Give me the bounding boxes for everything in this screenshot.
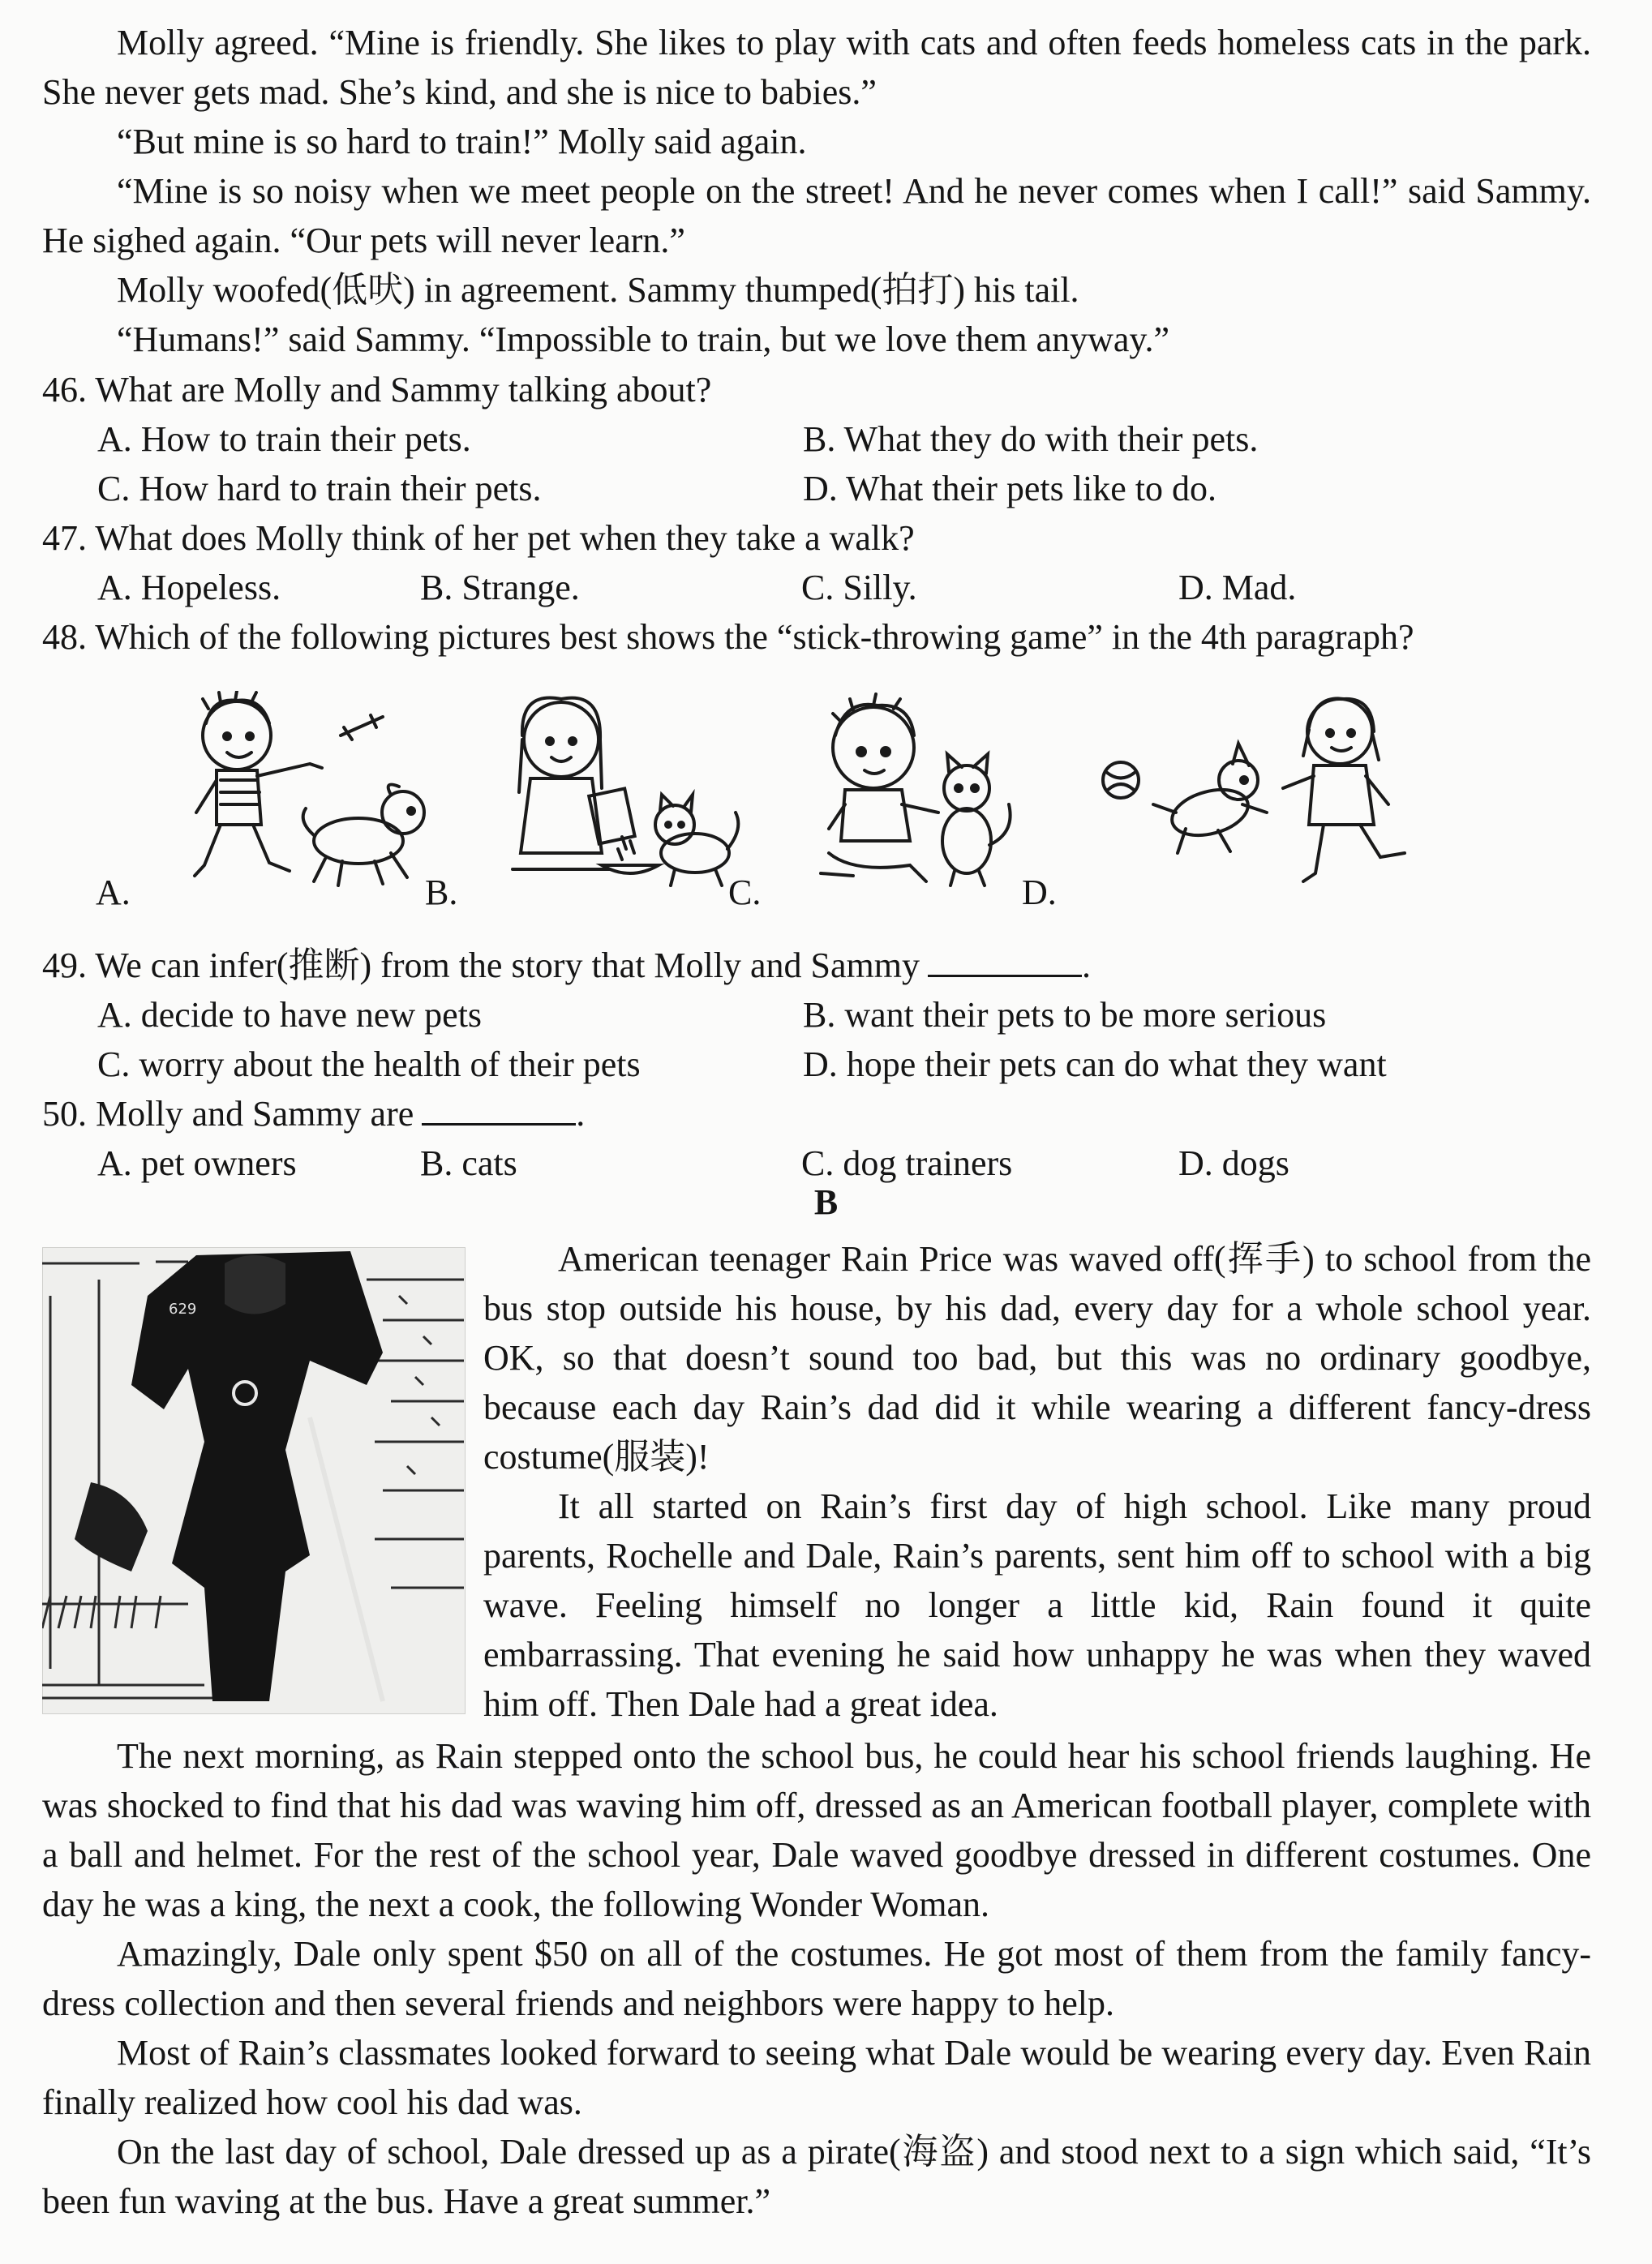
paragraph: On the last day of school, Dale dressed up as a pirate(海盗) and stood next to a sign which said, “It’s been fun waving at the bus. Have a great summer.” xyxy=(42,2132,1591,2221)
question-46-options-row2 xyxy=(42,464,1591,513)
passage-b-side xyxy=(483,1234,1591,1729)
questions-46-48 xyxy=(42,365,1591,662)
paragraph: It all started on Rain’s first day of high school. Like many proud parents, Rochelle and Dale, Rain’s parents, sent him off to school with a big wave. Feeling himself no longer a little kid, Rain found it quite embarrassing. That evening he said how unhappy he was when they waved him off. Then Dale had a great idea. xyxy=(483,1486,1591,1724)
picture-d-girl-throwing-ball-icon[interactable] xyxy=(1096,691,1421,894)
picture-label-b: B. xyxy=(425,873,458,912)
paragraph: American teenager Rain Price was waved off(挥手) to school from the bus stop outside his house, by his dad, every day for a whole school year. OK, so that doesn’t sound too bad, but this was no ordinary goodbye, because each day Rain’s dad did it while wearing a different fancy-dress costume(服装)! xyxy=(483,1239,1591,1477)
option-b[interactable]: B. want their pets to be more serious xyxy=(803,995,1327,1035)
paragraph: Amazingly, Dale only spent $50 on all of the costumes. He got most of them from the family fancy-dress collection and then several friends and neighbors were happy to help. xyxy=(42,1934,1591,2023)
question-50-text: 50. Molly and Sammy are xyxy=(42,1094,414,1134)
picture-label-a: A. xyxy=(96,873,131,912)
option-c[interactable]: C. worry about the health of their pets xyxy=(97,1044,641,1084)
option-b[interactable]: B. What they do with their pets. xyxy=(803,419,1259,459)
option-a[interactable]: A. Hopeless. xyxy=(97,568,281,607)
answer-blank[interactable] xyxy=(928,942,1082,977)
picture-label-c: C. xyxy=(728,873,762,912)
option-d[interactable]: D. Mad. xyxy=(1178,568,1297,607)
option-d[interactable]: D. dogs xyxy=(1178,1143,1289,1183)
option-b[interactable]: B. cats xyxy=(420,1143,517,1183)
photo-caption-number: 629 xyxy=(169,1301,197,1318)
paragraph: The next morning, as Rain stepped onto the school bus, he could hear his school friends laughing. He was shocked to find that his dad was waving him off, dressed as an American football player, complete with a ball and helmet. For the rest of the school year, Dale waved goodbye dressed in different costumes. One day he was a king, the next a cook, the following Wonder Woman. xyxy=(42,1736,1591,1924)
paragraph: “But mine is so hard to train!” Molly said again. xyxy=(117,122,807,161)
paragraph: Most of Rain’s classmates looked forward to seeing what Dale would be wearing every day. Even Rain finally realized how cool his dad was. xyxy=(42,2033,1591,2122)
paragraph: Molly agreed. “Mine is friendly. She likes to play with cats and often feeds homeless cats in the park. She never gets mad. She’s kind, and she is nice to babies.” xyxy=(42,23,1591,112)
question-46-stem: 46. What are Molly and Sammy talking about? xyxy=(42,370,712,409)
paragraph: “Humans!” said Sammy. “Impossible to train, but we love them anyway.” xyxy=(117,319,1170,359)
passage-a-end xyxy=(42,18,1591,364)
picture-a-boy-throwing-stick-icon[interactable] xyxy=(139,691,448,894)
picture-label-d: D. xyxy=(1022,873,1057,912)
option-b[interactable]: B. Strange. xyxy=(420,568,580,607)
question-48-stem: 48. Which of the following pictures best shows the “stick-throwing game” in the 4th paragraph? xyxy=(42,617,1414,657)
paragraph: Molly woofed(低吠) in agreement. Sammy thumped(拍打) his tail. xyxy=(117,270,1079,310)
question-49-text: 49. We can infer(推断) from the story that Molly and Sammy xyxy=(42,945,920,985)
option-d[interactable]: D. What their pets like to do. xyxy=(803,469,1216,508)
question-48-pictures xyxy=(42,691,1421,918)
question-47-stem: 47. What does Molly think of her pet when they take a walk? xyxy=(42,518,915,558)
answer-blank[interactable] xyxy=(422,1091,576,1126)
question-50-stem: 50. Molly and Sammy are . xyxy=(42,1089,1591,1138)
option-d[interactable]: D. hope their pets can do what they want xyxy=(803,1044,1387,1084)
question-49-stem: 49. We can infer(推断) from the story that Molly and Sammy . xyxy=(42,941,1591,990)
option-a[interactable]: A. decide to have new pets xyxy=(97,995,483,1035)
passage-b-full xyxy=(42,1731,1591,2226)
picture-c-boy-holding-cat-icon[interactable] xyxy=(796,691,1040,894)
option-c[interactable]: C. dog trainers xyxy=(801,1143,1013,1183)
paragraph: “Mine is so noisy when we meet people on the street! And he never comes when I call!” said Sammy. He sighed again. “Our pets will never learn.” xyxy=(42,171,1591,260)
option-c[interactable]: C. How hard to train their pets. xyxy=(97,469,542,508)
section-b-title: B xyxy=(813,1182,839,1222)
question-47-options xyxy=(42,563,1591,612)
question-46-options-row1 xyxy=(42,414,1591,464)
picture-b-girl-feeding-cat-icon[interactable] xyxy=(480,691,748,894)
question-49-options-row1 xyxy=(42,990,1591,1040)
option-a[interactable]: A. How to train their pets. xyxy=(97,419,471,459)
question-49-options-row2 xyxy=(42,1040,1591,1089)
option-a[interactable]: A. pet owners xyxy=(97,1143,297,1183)
questions-49-50 xyxy=(42,941,1591,1188)
photo-dad-in-pirate-costume xyxy=(42,1247,466,1714)
option-c[interactable]: C. Silly. xyxy=(801,568,917,607)
